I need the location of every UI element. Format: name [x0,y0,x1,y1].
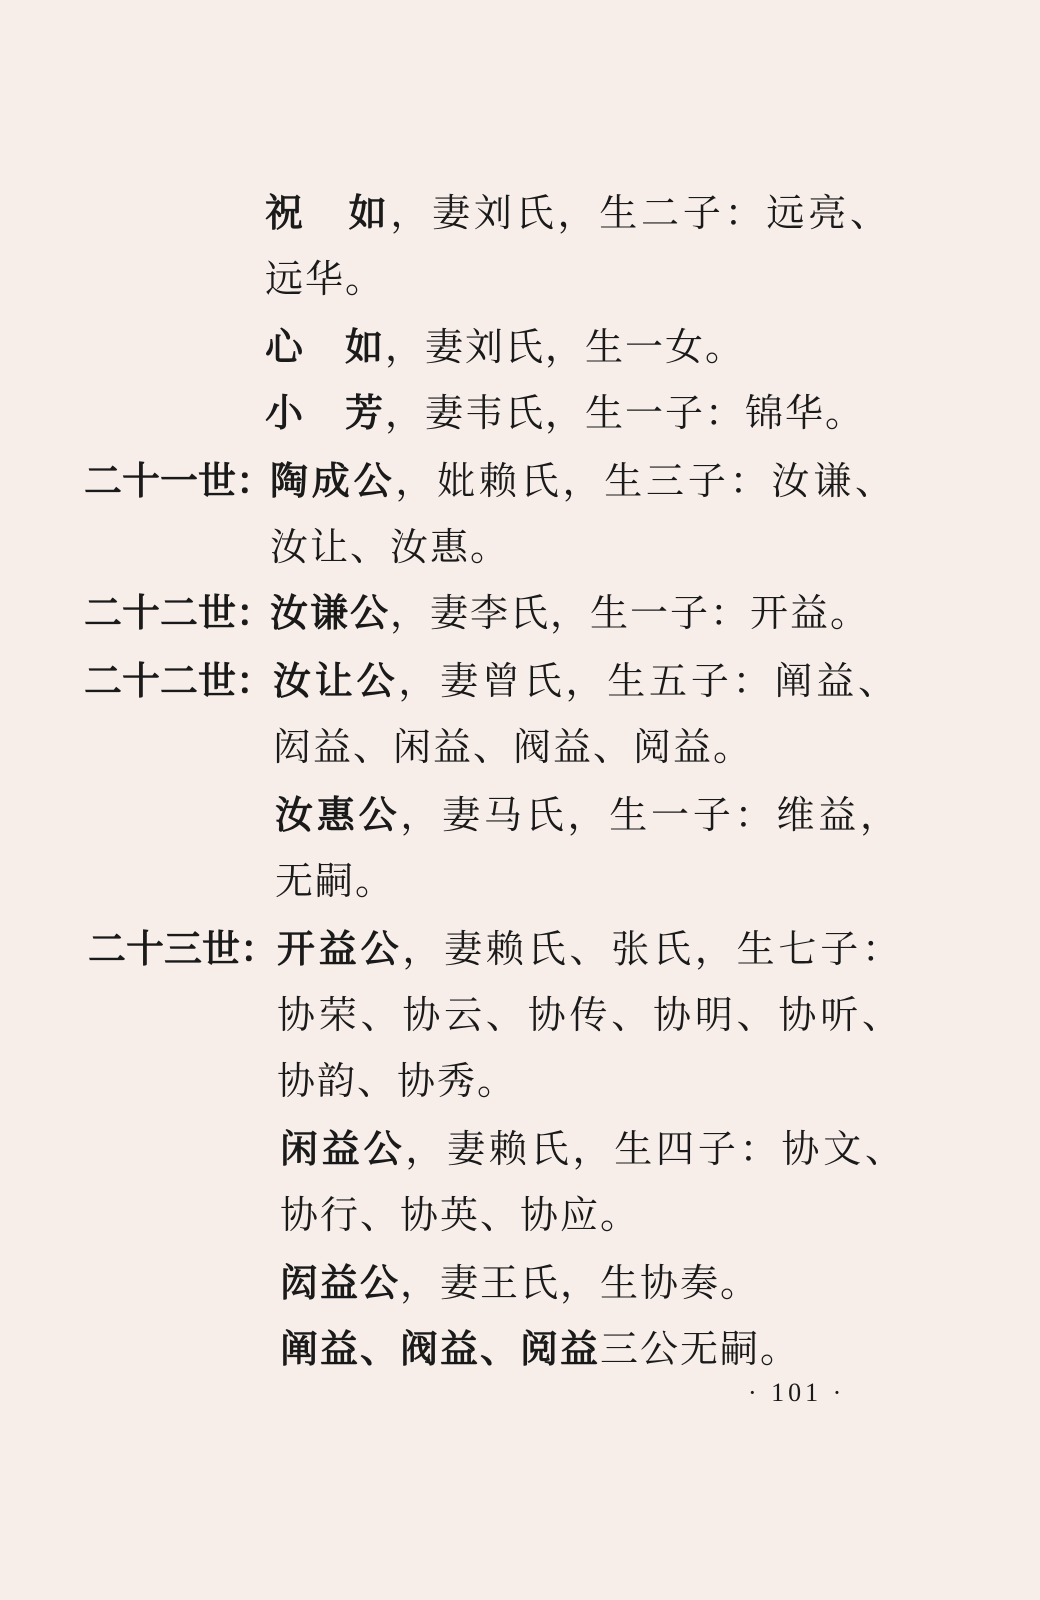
person-name: 汝惠公 [275,793,401,837]
entry-body [273,648,898,780]
entry-text: 三公无嗣。 [600,1327,801,1371]
entry-body [265,180,890,312]
entry-body [280,1316,905,1382]
entry-body [277,916,902,1114]
generation-label: 二十三世： [88,927,279,971]
entry-body [265,314,890,380]
entry-text: ，妻刘氏，生一女。 [385,325,746,369]
entry-text: ，妣赖氏，生三子：汝谦、汝让、汝惠。 [270,459,895,569]
entry-body [270,580,895,646]
generation-label: 二十一世： [84,459,275,503]
person-name: 闳益公 [280,1261,401,1305]
entry-body [280,1250,905,1316]
page-number: · 101 · [748,1378,846,1407]
entry-body [275,782,900,914]
entry-text: ，妻赖氏、张氏，生七子：协荣、协云、协传、协明、协听、协韵、协秀。 [277,927,902,1103]
person-name: 闲益公 [280,1127,406,1171]
person-name: 心 如 [265,325,386,369]
entry-body [280,1116,905,1248]
person-name: 陶成公 [270,459,396,503]
entry-text: ，妻韦氏，生一子：锦华。 [385,391,866,435]
person-name: 阐益、阀益、阅益 [280,1327,601,1371]
entry-text: ，妻马氏，生一子：维益，无嗣。 [275,793,900,903]
person-name: 祝 如 [265,191,391,235]
entry-text: ，妻曾氏，生五子：阐益、闳益、闲益、阀益、阅益。 [273,659,898,769]
entry-text: ，妻赖氏，生四子：协文、协行、协英、协应。 [280,1127,905,1237]
entry-text: ，妻李氏，生一子：开益。 [390,591,871,635]
person-name: 汝让公 [273,659,399,703]
entry-body [270,448,895,580]
person-name: 开益公 [277,927,403,971]
entry-text: ，妻刘氏，生二子：远亮、远华。 [265,191,890,301]
entry-text: ，妻王氏，生协奏。 [400,1261,761,1305]
generation-label: 二十二世： [84,659,275,703]
entry-body [265,380,890,446]
generation-label: 二十二世： [84,591,275,635]
person-name: 汝谦公 [270,591,391,635]
person-name: 小 芳 [265,391,386,435]
